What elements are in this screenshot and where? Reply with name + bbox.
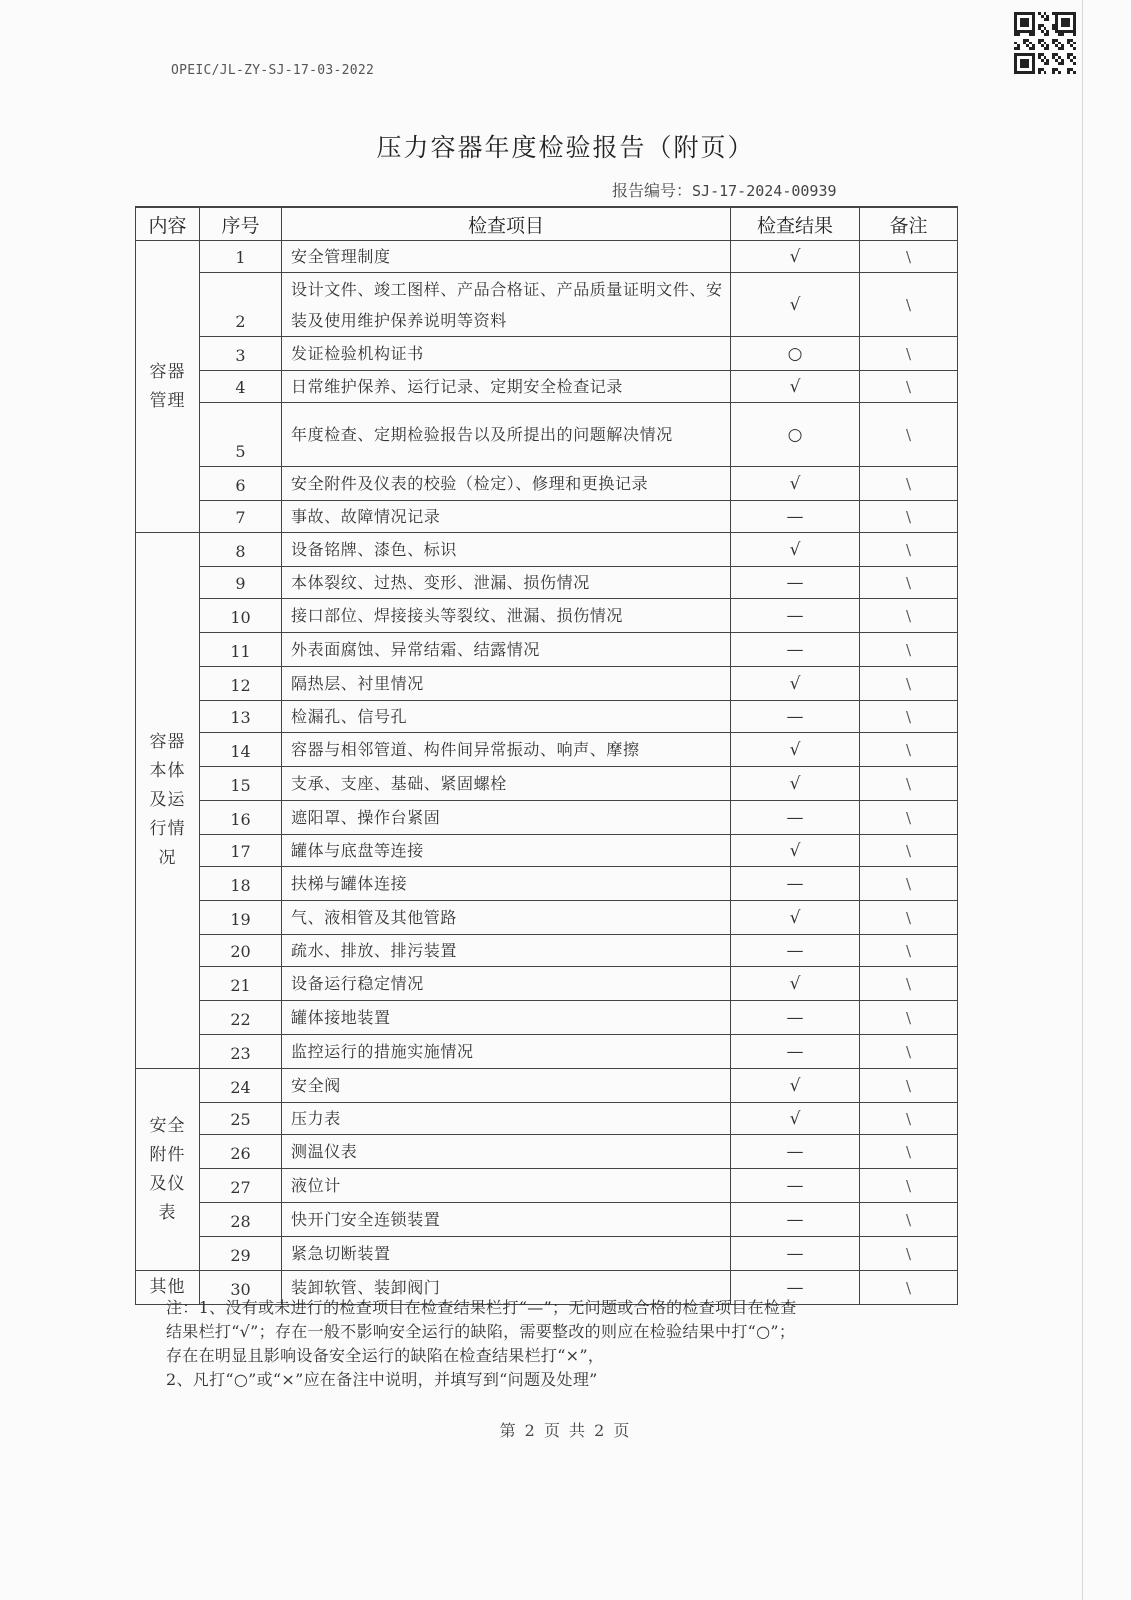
result-cell: — xyxy=(731,1271,860,1305)
note-cell: \ xyxy=(860,1271,958,1305)
result-cell: — xyxy=(731,633,860,667)
item-cell: 遮阳罩、操作台紧固 xyxy=(282,801,731,835)
item-cell: 事故、故障情况记录 xyxy=(282,501,731,533)
footnote-line: 2、凡打“○”或“×”应在备注中说明，并填写到“问题及处理” xyxy=(166,1370,598,1389)
table-row xyxy=(136,867,958,901)
table-row xyxy=(136,1103,958,1135)
result-cell: √ xyxy=(731,533,860,567)
report-number-label: 报告编号： xyxy=(612,181,693,200)
result-cell: √ xyxy=(731,667,860,701)
result-cell: √ xyxy=(731,467,860,501)
seq-cell: 14 xyxy=(200,733,282,767)
category-label-line: 附件 xyxy=(149,1144,186,1165)
result-cell: — xyxy=(731,599,860,633)
table-header-row xyxy=(136,207,958,241)
note-cell: \ xyxy=(860,1237,958,1271)
note-cell: \ xyxy=(860,733,958,767)
seq-cell: 24 xyxy=(200,1069,282,1103)
item-cell: 设备铭牌、漆色、标识 xyxy=(282,533,731,567)
result-cell: — xyxy=(731,935,860,967)
result-cell: — xyxy=(731,1203,860,1237)
item-cell: 安全管理制度 xyxy=(282,241,731,273)
seq-cell: 30 xyxy=(200,1271,282,1305)
seq-cell: 20 xyxy=(200,935,282,967)
seq-cell: 16 xyxy=(200,801,282,835)
footnote xyxy=(166,1296,926,1392)
note-cell: \ xyxy=(860,403,958,467)
note-cell: \ xyxy=(860,1069,958,1103)
result-cell: — xyxy=(731,567,860,599)
item-cell: 容器与相邻管道、构件间异常振动、响声、摩擦 xyxy=(282,733,731,767)
seq-cell: 21 xyxy=(200,967,282,1001)
table-row xyxy=(136,1237,958,1271)
item-cell: 设计文件、竣工图样、产品合格证、产品质量证明文件、安装及使用维护保养说明等资料 xyxy=(282,273,731,337)
category-label-line: 况 xyxy=(158,848,177,868)
seq-cell: 26 xyxy=(200,1135,282,1169)
result-cell: √ xyxy=(731,835,860,867)
seq-cell: 25 xyxy=(200,1103,282,1135)
table-row xyxy=(136,1169,958,1203)
result-cell: — xyxy=(731,501,860,533)
header-content: 内容 xyxy=(136,207,200,241)
item-cell: 日常维护保养、运行记录、定期安全检查记录 xyxy=(282,371,731,403)
table-row xyxy=(136,1069,958,1103)
note-cell: \ xyxy=(860,567,958,599)
item-cell: 测温仪表 xyxy=(282,1135,731,1169)
item-cell: 紧急切断装置 xyxy=(282,1237,731,1271)
table-row xyxy=(136,801,958,835)
item-cell: 安全附件及仪表的校验（检定）、修理和更换记录 xyxy=(282,467,731,501)
note-cell: \ xyxy=(860,701,958,733)
result-cell: √ xyxy=(731,371,860,403)
seq-cell: 7 xyxy=(200,501,282,533)
seq-cell: 19 xyxy=(200,901,282,935)
header-note: 备注 xyxy=(860,207,958,241)
result-cell: √ xyxy=(731,273,860,337)
item-cell: 扶梯与罐体连接 xyxy=(282,867,731,901)
table-row xyxy=(136,467,958,501)
table-row xyxy=(136,967,958,1001)
seq-cell: 27 xyxy=(200,1169,282,1203)
note-cell: \ xyxy=(860,935,958,967)
seq-cell: 2 xyxy=(200,273,282,337)
result-cell: — xyxy=(731,867,860,901)
note-cell: \ xyxy=(860,867,958,901)
item-cell: 装卸软管、装卸阀门 xyxy=(282,1271,731,1305)
note-cell: \ xyxy=(860,667,958,701)
table-row xyxy=(136,273,958,337)
note-cell: \ xyxy=(860,767,958,801)
category-cell xyxy=(136,241,200,533)
note-cell: \ xyxy=(860,835,958,867)
table-row xyxy=(136,371,958,403)
seq-cell: 23 xyxy=(200,1035,282,1069)
result-cell: √ xyxy=(731,1069,860,1103)
item-cell: 罐体与底盘等连接 xyxy=(282,835,731,867)
note-cell: \ xyxy=(860,1103,958,1135)
note-cell: \ xyxy=(860,241,958,273)
result-cell: √ xyxy=(731,967,860,1001)
category-label-line: 安全 xyxy=(149,1115,186,1136)
table-row xyxy=(136,241,958,273)
table-row xyxy=(136,1135,958,1169)
seq-cell: 6 xyxy=(200,467,282,501)
item-cell: 外表面腐蚀、异常结霜、结露情况 xyxy=(282,633,731,667)
table-row xyxy=(136,901,958,935)
result-cell: √ xyxy=(731,767,860,801)
table-body xyxy=(136,241,958,1305)
item-cell: 快开门安全连锁装置 xyxy=(282,1203,731,1237)
result-cell: — xyxy=(731,1237,860,1271)
seq-cell: 29 xyxy=(200,1237,282,1271)
document-code: OPEIC/JL-ZY-SJ-17-03-2022 xyxy=(171,63,375,78)
table-row xyxy=(136,835,958,867)
category-label-line: 其他 xyxy=(149,1277,186,1297)
note-cell: \ xyxy=(860,1135,958,1169)
note-cell: \ xyxy=(860,1169,958,1203)
note-cell: \ xyxy=(860,1035,958,1069)
footnote-line: 注：1、没有或未进行的检查项目在检查结果栏打“—”；无问题或合格的检查项目在检查 xyxy=(166,1298,797,1317)
seq-cell: 10 xyxy=(200,599,282,633)
result-cell: ○ xyxy=(731,403,860,467)
page-number: 第 2 页 共 2 页 xyxy=(499,1421,632,1440)
note-cell: \ xyxy=(860,371,958,403)
item-cell: 疏水、排放、排污装置 xyxy=(282,935,731,967)
note-cell: \ xyxy=(860,337,958,371)
result-cell: — xyxy=(731,801,860,835)
seq-cell: 18 xyxy=(200,867,282,901)
table-row xyxy=(136,599,958,633)
qr-code-icon xyxy=(1014,12,1076,74)
item-cell: 本体裂纹、过热、变形、泄漏、损伤情况 xyxy=(282,567,731,599)
note-cell: \ xyxy=(860,533,958,567)
note-cell: \ xyxy=(860,273,958,337)
category-label-line: 管理 xyxy=(149,390,186,411)
note-cell: \ xyxy=(860,599,958,633)
note-cell: \ xyxy=(860,501,958,533)
seq-cell: 5 xyxy=(200,403,282,467)
table-row xyxy=(136,1035,958,1069)
category-cell xyxy=(136,1069,200,1271)
note-cell: \ xyxy=(860,801,958,835)
table-row xyxy=(136,935,958,967)
result-cell: — xyxy=(731,1135,860,1169)
header-seq: 序号 xyxy=(200,207,282,241)
category-label-line: 及仪 xyxy=(149,1173,186,1194)
result-cell: √ xyxy=(731,733,860,767)
note-cell: \ xyxy=(860,967,958,1001)
table-row xyxy=(136,533,958,567)
result-cell: — xyxy=(731,701,860,733)
note-cell: \ xyxy=(860,1203,958,1237)
result-cell: — xyxy=(731,1035,860,1069)
table-row xyxy=(136,337,958,371)
category-label-line: 本体 xyxy=(149,761,186,781)
seq-cell: 11 xyxy=(200,633,282,667)
category-cell xyxy=(136,533,200,1069)
result-cell: √ xyxy=(731,1103,860,1135)
inspection-table xyxy=(135,206,958,1305)
item-cell: 发证检验机构证书 xyxy=(282,337,731,371)
report-number xyxy=(612,178,837,201)
seq-cell: 15 xyxy=(200,767,282,801)
item-cell: 压力表 xyxy=(282,1103,731,1135)
result-cell: ○ xyxy=(731,337,860,371)
seq-cell: 8 xyxy=(200,533,282,567)
header-item: 检查项目 xyxy=(282,207,731,241)
seq-cell: 13 xyxy=(200,701,282,733)
item-cell: 液位计 xyxy=(282,1169,731,1203)
table-row xyxy=(136,633,958,667)
table-row xyxy=(136,1001,958,1035)
item-cell: 罐体接地装置 xyxy=(282,1001,731,1035)
category-label-line: 表 xyxy=(158,1202,177,1223)
category-label-line: 及运 xyxy=(149,790,186,810)
table-row xyxy=(136,501,958,533)
seq-cell: 4 xyxy=(200,371,282,403)
category-label-line: 行情 xyxy=(149,819,186,839)
page-title: 压力容器年度检验报告（附页） xyxy=(376,133,755,162)
item-cell: 隔热层、衬里情况 xyxy=(282,667,731,701)
report-number-value: SJ-17-2024-00939 xyxy=(692,182,837,200)
seq-cell: 17 xyxy=(200,835,282,867)
category-label-line: 容器 xyxy=(149,732,186,752)
table-row xyxy=(136,667,958,701)
seq-cell: 1 xyxy=(200,241,282,273)
item-cell: 安全阀 xyxy=(282,1069,731,1103)
note-cell: \ xyxy=(860,1001,958,1035)
result-cell: √ xyxy=(731,241,860,273)
item-cell: 气、液相管及其他管路 xyxy=(282,901,731,935)
note-cell: \ xyxy=(860,633,958,667)
table-row xyxy=(136,1203,958,1237)
seq-cell: 28 xyxy=(200,1203,282,1237)
item-cell: 设备运行稳定情况 xyxy=(282,967,731,1001)
item-cell: 接口部位、焊接接头等裂纹、泄漏、损伤情况 xyxy=(282,599,731,633)
item-cell: 监控运行的措施实施情况 xyxy=(282,1035,731,1069)
seq-cell: 22 xyxy=(200,1001,282,1035)
item-cell: 年度检查、定期检验报告以及所提出的问题解决情况 xyxy=(282,403,731,467)
header-result: 检查结果 xyxy=(731,207,860,241)
seq-cell: 3 xyxy=(200,337,282,371)
page-edge-line xyxy=(1082,0,1083,1600)
seq-cell: 12 xyxy=(200,667,282,701)
category-label-line: 容器 xyxy=(149,361,186,382)
table-row xyxy=(136,701,958,733)
item-cell: 支承、支座、基础、紧固螺栓 xyxy=(282,767,731,801)
note-cell: \ xyxy=(860,901,958,935)
table-row xyxy=(136,767,958,801)
seq-cell: 9 xyxy=(200,567,282,599)
footnote-line: 结果栏打“√”；存在一般不影响安全运行的缺陷，需要整改的则应在检验结果中打“○”； xyxy=(166,1322,796,1341)
result-cell: — xyxy=(731,1001,860,1035)
table-row xyxy=(136,567,958,599)
footnote-line: 存在在明显且影响设备安全运行的缺陷在检查结果栏打“×”， xyxy=(166,1346,605,1365)
table-row xyxy=(136,403,958,467)
note-cell: \ xyxy=(860,467,958,501)
item-cell: 检漏孔、信号孔 xyxy=(282,701,731,733)
result-cell: √ xyxy=(731,901,860,935)
result-cell: — xyxy=(731,1169,860,1203)
table-row xyxy=(136,733,958,767)
